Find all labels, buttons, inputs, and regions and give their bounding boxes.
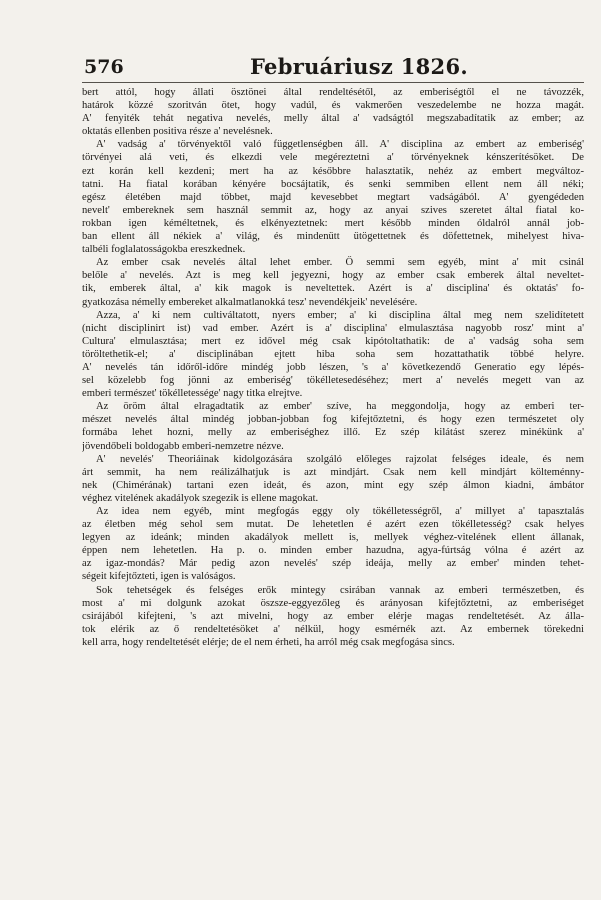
text-line: A' nevelés' Theoriáinak kidolgozására szolgáló előleges rajzolat felséges ideale, és nem bbox=[96, 453, 584, 465]
text-line: nevelt' embereknek sem használ semmit az, hogy az anyai szives szeretet által fiatal ko- bbox=[82, 204, 584, 216]
text-line: emberi természet' tökélletessége' nagy titka elrejtve. bbox=[82, 388, 303, 400]
text-line: éppen nem lehetetlen. Ha p. o. minden ember hazudna, agya-fúrtság vólna é azért az bbox=[82, 545, 584, 557]
text-line: gyatkozása némelly embereket alkalmatlanokká tesz' nevendékjeik' nevelésére. bbox=[82, 296, 418, 308]
text-line: Azza, a' ki nem cultiváltatott, nyers ember; a' ki disciplina által meg nem szelidítetett bbox=[96, 309, 584, 321]
text-line: bert attól, hogy állati ösztönei által rendeltésétől, az emberiségtől el ne távozzék, bbox=[82, 87, 584, 98]
text-line: legyen az ideánk; minden akadályok mellett is, mellyek véghez-vitelének ellent állanak, bbox=[82, 532, 584, 544]
text-line: nek (Chimérának) tartani ezen ideát, és azon, mint egy szép álmon kiadni, ámbátor bbox=[82, 479, 584, 491]
text-line: az igaz-mondás? Már pedig azon nevelés' szép ideája, melly az ember' minden tehet- bbox=[82, 558, 584, 570]
text-line: tatni. Ha fiatal korában kényére bocsájtatik, és senki semmiben ellent nem áll néki; bbox=[82, 178, 584, 190]
text-line: Az öröm által elragadtatik az ember' szíve, ha meggondolja, hogy az emberi ter- bbox=[96, 401, 584, 413]
text-line: A' vadság a' törvényektől való függetlenségben áll. A' disciplina az embert az emberiség' bbox=[96, 139, 584, 151]
text-line: ban ellent áll nékiek a' világ, és mindenütt ütögettetnek és döfettetnek, mihelyest hiva- bbox=[82, 231, 584, 243]
text-line: sel közelebb fog jönni az emberiség' tökélletesedéséhez; mert a' nevelés megett van az bbox=[82, 375, 584, 387]
text-line: töröltethetik-el; a' disciplinában ejtett hiba soha sem hozattathatik többé helyre. bbox=[82, 348, 584, 360]
text-line: A' nevelés tán időről-időre mindég jobb lészen, 's a' következendő Generatio egy lépés- bbox=[82, 361, 584, 373]
text-line: határok közzé szoritván ötet, hogy vadúl, és vakmerően veszedelembe ne hozza magát. bbox=[82, 100, 584, 112]
text-line: oktatás ellenben positiva része a' nevelésnek. bbox=[82, 126, 273, 138]
text-line: törvényei alá veti, és elkezdi vele megéreztetni a' törvényeknek kénszerítésöket. De bbox=[82, 152, 584, 164]
text-line: ezt korán kell kezdeni; mert ha az későbbre halasztatik, nehéz az embert megváltoz- bbox=[82, 165, 584, 177]
text-line: (nicht disciplinirt ist) vad ember. Azért is a' disciplina' elmulasztása nagyobb rosz' mint a' bbox=[82, 322, 584, 334]
text-line: árt semmit, ha nem reálizálhatjuk is azt mindjárt. Csak nem kell mindjárt költeménny- bbox=[82, 466, 584, 478]
text-line: ségeit kifejtőzteti, igen is valóságos. bbox=[82, 571, 236, 583]
running-head: Februáriusz 1826. bbox=[250, 54, 468, 79]
text-line: most a' mi dolgunk azokat öszsze-eggyezőleg és arányosan kifejtőztetni, az emberiséget bbox=[82, 597, 584, 609]
text-line: A' fenyiték tehát negativa nevelés, melly által a' vadságtól megszabadítatik az ember; az bbox=[82, 113, 584, 125]
header-rule bbox=[82, 82, 584, 83]
text-line: Cultura' elmulasztása; mert ez idővel még csak kipótoltathatik: de a' vadság soha sem bbox=[82, 335, 584, 347]
text-line: Az ember csak nevelés által lehet ember. Ő semmi sem egyéb, mint a' mit csinál bbox=[96, 257, 584, 269]
page-number: 576 bbox=[84, 56, 124, 78]
text-line: Sok tehetségek és felséges erők mintegy csirában vannak az emberi természetben, és bbox=[96, 584, 584, 596]
text-line: mészet nevelés által mindég jobban-jobban fog kifejtőztetni, és hogy ezen természetet oly bbox=[82, 414, 584, 426]
text-line: tok elérik az ő rendeltetésöket a' nélkül, hogy esmérnék azt. Az embernek törekedni bbox=[82, 623, 584, 635]
text-line: belőle a' nevelés. Azt is meg kell jegyezni, hogy az ember csak emberek által neveltet- bbox=[82, 270, 584, 282]
page-header bbox=[84, 50, 584, 80]
body-text bbox=[82, 86, 584, 649]
text-line: Az idea nem egyéb, mint megfogás eggy oly tökélletességről, a' millyet a' tapasztalás bbox=[96, 506, 584, 517]
text-line: tik, emberek által, a' kik magok is neveltettek. Azért is a' disciplina' és oktatás' fo- bbox=[82, 283, 584, 295]
text-line: kell arra, hogy rendeltetését elérje; de el nem érheti, ha arról még csak megfogása sincs. bbox=[82, 636, 455, 648]
text-line: rokban igen kéméltetnek, és elkényeztetnek: mert később minden óldalról annál job- bbox=[82, 217, 584, 229]
text-line: véghez vitelének akadályok szegezik is ellene magokat. bbox=[82, 492, 319, 504]
text-line: egész életében majd többet, majd kevesebbet megtart vadságából. A' gyengédeden bbox=[82, 191, 584, 203]
text-line: formába lehet hozni, melly az emberiséghez illő. Ez szép kilátást szerez minékünk a' bbox=[82, 427, 584, 439]
text-line: talbéli foglalatosságokba ereszkednek. bbox=[82, 244, 246, 256]
text-line: csirájából kifejteni, 's azt mivelni, hogy az ember elérje magas rendeltetését. Az álla- bbox=[82, 610, 584, 622]
text-line: az életben még sehol sem mutat. De lehetetlen é azért ezen tökélletesség? csak helyes bbox=[82, 519, 584, 531]
text-line: jövendőbeli boldogabb emberi-nemzetre nézve. bbox=[82, 440, 284, 452]
